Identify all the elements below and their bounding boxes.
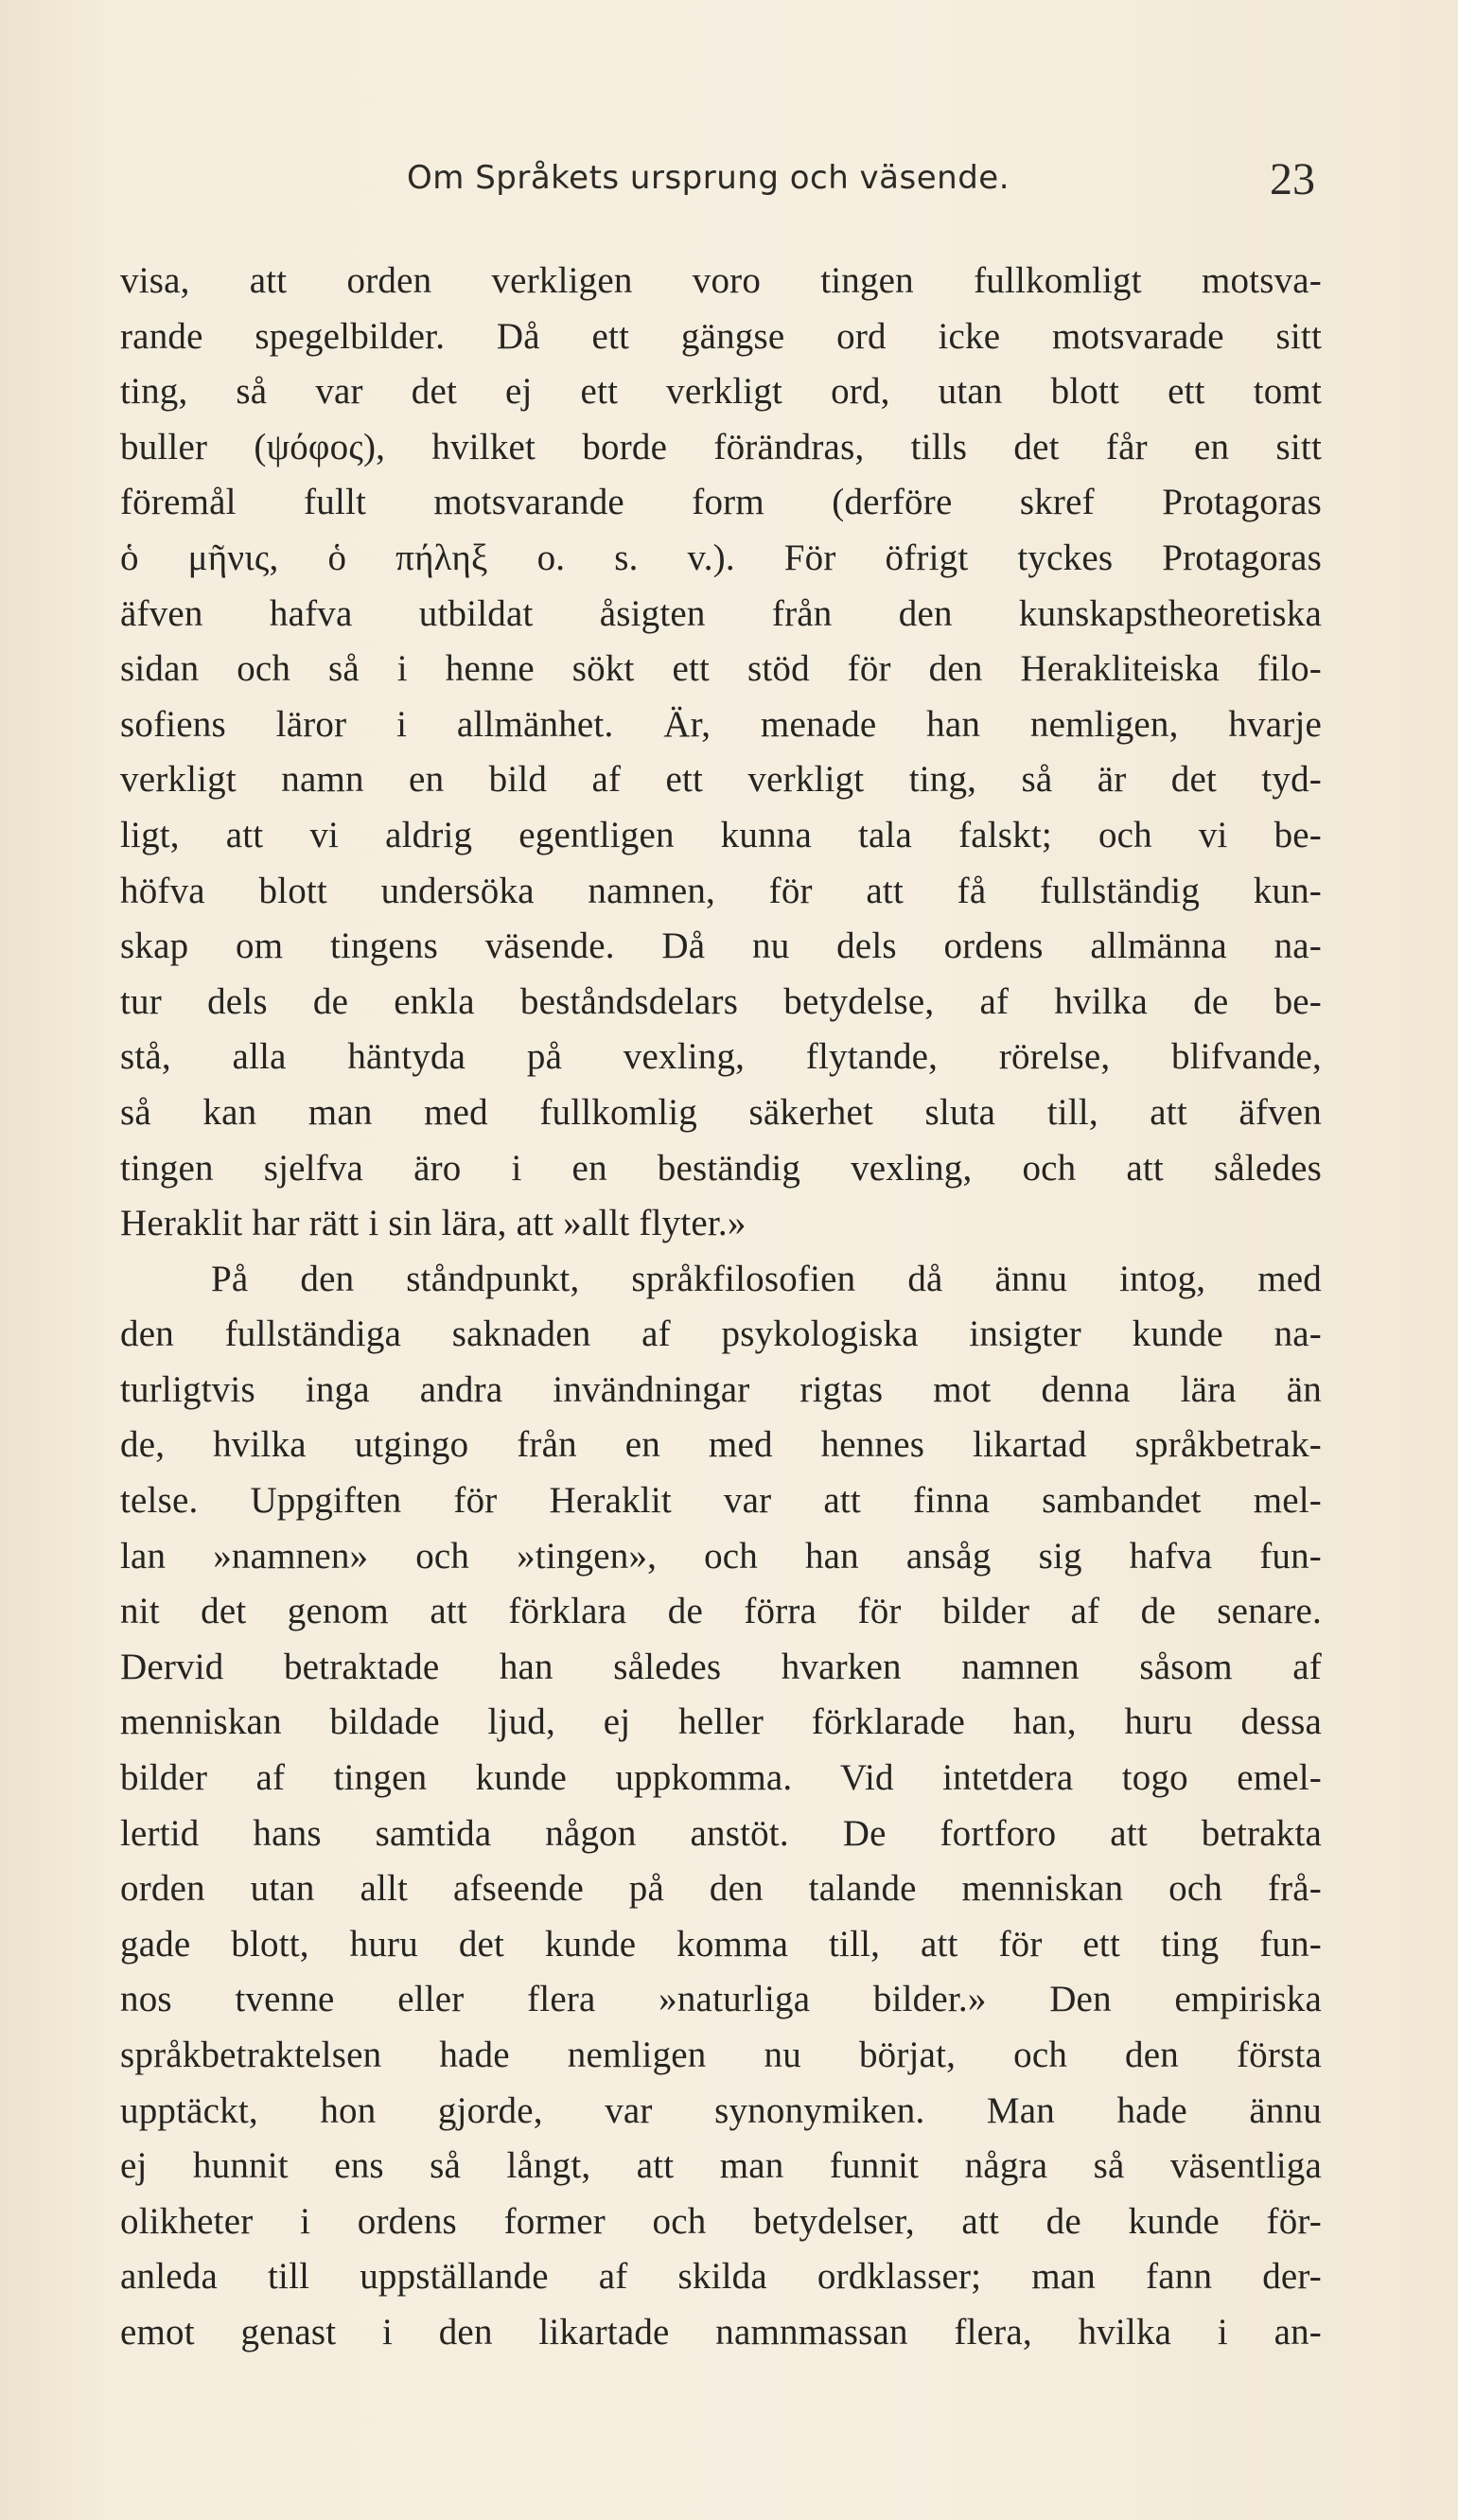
page-header (123, 154, 1325, 216)
text-line: menniskan bildade ljud, ej heller förklarade han, huru dessa (120, 1701, 1322, 1743)
text-line: anleda till uppställande af skilda ordklasser; man fann der- (120, 2256, 1322, 2298)
text-line: turligtvis inga andra invändningar rigtas mot denna lära än (120, 1368, 1322, 1410)
text-line: visa, att orden verkligen voro tingen fullkomligt motsva- (120, 260, 1322, 301)
text-line: rande spegelbilder. Då ett gängse ord icke motsvarade sitt (120, 315, 1322, 357)
text-line: upptäckt, hon gjorde, var synonymiken. Man hade ännu (120, 2089, 1322, 2131)
text-line: bilder af tingen kunde uppkomma. Vid intetdera togo emel- (120, 1757, 1322, 1799)
text-line: lertid hans samtida någon anstöt. De fortforo att betrakta (120, 1812, 1322, 1854)
text-line: emot genast i den likartade namnmassan flera, hvilka i an- (120, 2311, 1322, 2353)
page-number: 23 (1270, 154, 1315, 204)
text-line: Heraklit har rätt i sin lära, att »allt flyter.» (120, 1203, 747, 1244)
text-line: ting, så var det ej ett verkligt ord, utan blott ett tomt (120, 371, 1322, 413)
text-line: lan »namnen» och »tingen», och han ansåg sig hafva fun- (120, 1535, 1322, 1577)
text-line: äfven hafva utbildat åsigten från den kunskapstheoretiska (120, 592, 1322, 634)
text-line: På den ståndpunkt, språkfilosofien då ännu intog, med (211, 1258, 1322, 1299)
running-title: Om Språkets ursprung och väsende. (407, 159, 1010, 197)
text-line: tur dels de enkla beståndsdelars betydelse, af hvilka de be- (120, 980, 1322, 1022)
text-line: föremål fullt motsvarande form (derföre skref Protagoras (120, 482, 1322, 523)
text-line: nit det genom att förklara de förra för bilder af de senare. (120, 1591, 1322, 1632)
text-line: verkligt namn en bild af ett verkligt ting, så är det tyd- (120, 759, 1322, 801)
text-line: skap om tingens väsende. Då nu dels ordens allmänna na- (120, 925, 1322, 967)
text-line: sofiens läror i allmänhet. Är, menade han nemligen, hvarje (120, 703, 1322, 745)
text-line: tingen sjelfva äro i en beständig vexling, och att således (120, 1147, 1322, 1189)
text-line: gade blott, huru det kunde komma till, att för ett ting fun- (120, 1923, 1322, 1965)
text-line: buller (ψόφος), hvilket borde förändras, tills det får en sitt (120, 426, 1322, 467)
text-line: så kan man med fullkomlig säkerhet sluta till, att äfven (120, 1091, 1322, 1133)
text-line: den fullständiga saknaden af psykologiska insigter kunde na- (120, 1313, 1322, 1355)
text-line: ligt, att vi aldrig egentligen kunna tala falskt; och vi be- (120, 814, 1322, 855)
text-line: telse. Uppgiften för Heraklit var att finna sambandet mel- (120, 1480, 1322, 1522)
text-line: olikheter i ordens former och betydelser, att de kunde för- (120, 2200, 1322, 2242)
text-line: höfva blott undersöka namnen, för att få fullständig kun- (120, 870, 1322, 911)
text-line: språkbetraktelsen hade nemligen nu börjat, och den första (120, 2035, 1322, 2075)
text-line: orden utan allt afseende på den talande menniskan och frå- (120, 1868, 1322, 1910)
text-line: nos tvenne eller flera »naturliga bilder.» Den empiriska (120, 1979, 1322, 2020)
text-line: Dervid betraktade han således hvarken namnen såsom af (120, 1646, 1322, 1687)
text-line: ὁ μῆνις, ὁ πήληξ o. s. v.). För öfrigt tyckes Protagoras (120, 537, 1322, 578)
text-line: ej hunnit ens så långt, att man funnit några så väsentliga (120, 2145, 1322, 2187)
text-line: sidan och så i henne sökt ett stöd för den Herakliteiska filo- (120, 648, 1322, 690)
text-line: de, hvilka utgingo från en med hennes likartad språkbetrak- (120, 1424, 1322, 1466)
body-text (120, 254, 1322, 2361)
text-line: stå, alla häntyda på vexling, flytande, rörelse, blifvande, (120, 1036, 1322, 1078)
